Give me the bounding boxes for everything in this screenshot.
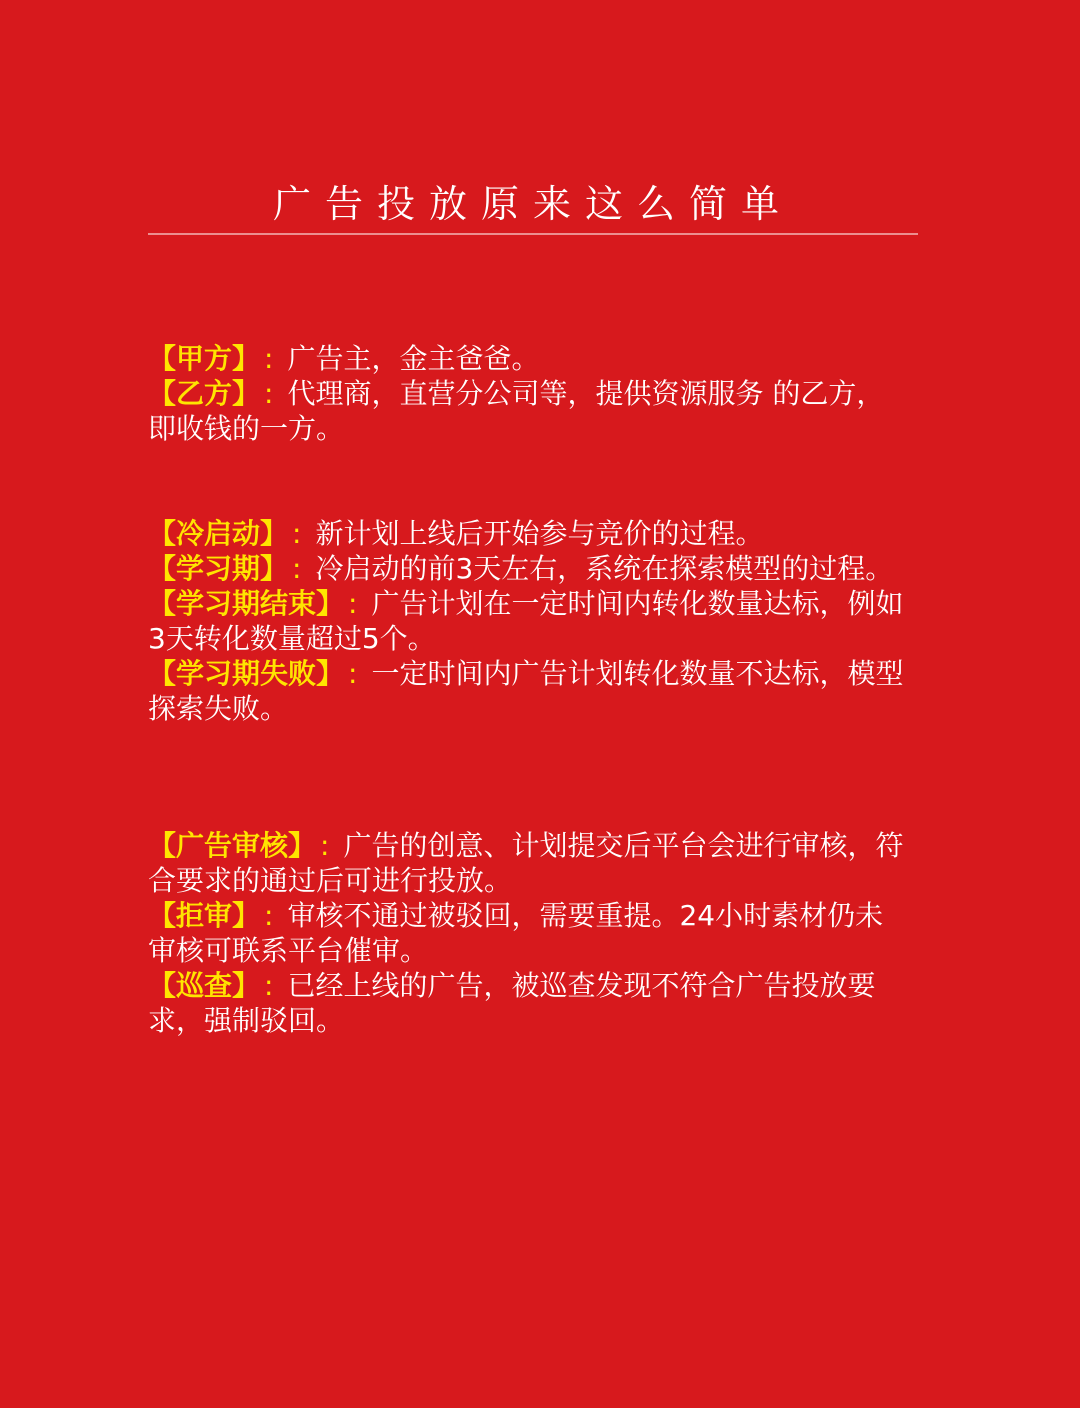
term-colon: : (348, 657, 358, 690)
term-description: 广告主，金主爸爸。 (287, 342, 540, 375)
term-description: 审核不通过被驳回，需要重提。24小时素材仍未审核可联系平台催审。 (148, 899, 884, 967)
term-label: 【学习期结束】 (148, 587, 345, 620)
term-colon: : (264, 342, 274, 375)
section-learning (148, 516, 908, 726)
term-description: 广告的创意、计划提交后平台会进行审核，符合要求的通过后可进行投放。 (148, 829, 904, 897)
section-review (148, 828, 908, 1038)
entry-cold-start (148, 516, 908, 551)
term-colon: : (292, 517, 302, 550)
term-label: 【拒审】 (148, 899, 261, 932)
term-description: 冷启动的前3天左右，系统在探索模型的过程。 (315, 552, 894, 585)
term-colon: : (264, 899, 274, 932)
term-description: 代理商，直营分公司等，提供资源服务 的乙方，即收钱的一方。 (148, 377, 885, 445)
term-colon: : (292, 552, 302, 585)
title-divider (148, 233, 918, 235)
term-colon: : (264, 377, 274, 410)
entry-party-b (148, 376, 908, 446)
term-description: 新计划上线后开始参与竞价的过程。 (315, 517, 764, 550)
term-label: 【巡查】 (148, 969, 261, 1002)
term-label: 【冷启动】 (148, 517, 289, 550)
entry-party-a (148, 341, 908, 376)
term-label: 【甲方】 (148, 342, 261, 375)
term-label: 【学习期】 (148, 552, 289, 585)
term-colon: : (264, 969, 274, 1002)
section-parties (148, 341, 908, 446)
entry-learning-fail (148, 656, 908, 726)
entry-inspection (148, 968, 908, 1038)
term-label: 【学习期失败】 (148, 657, 345, 690)
entry-ad-review (148, 828, 908, 898)
entry-learning-period (148, 551, 908, 586)
entry-rejection (148, 898, 908, 968)
term-label: 【广告审核】 (148, 829, 317, 862)
page-title: 广告投放原来这么简单 (272, 182, 793, 226)
term-description: 广告计划在一定时间内转化数量达标，例如3天转化数量超过5个。 (148, 587, 904, 655)
term-colon: : (348, 587, 358, 620)
entry-learning-end (148, 586, 908, 656)
term-description: 一定时间内广告计划转化数量不达标，模型探索失败。 (148, 657, 904, 725)
term-label: 【乙方】 (148, 377, 261, 410)
term-colon: : (320, 829, 330, 862)
term-description: 已经上线的广告，被巡查发现不符合广告投放要求，强制驳回。 (148, 969, 876, 1037)
